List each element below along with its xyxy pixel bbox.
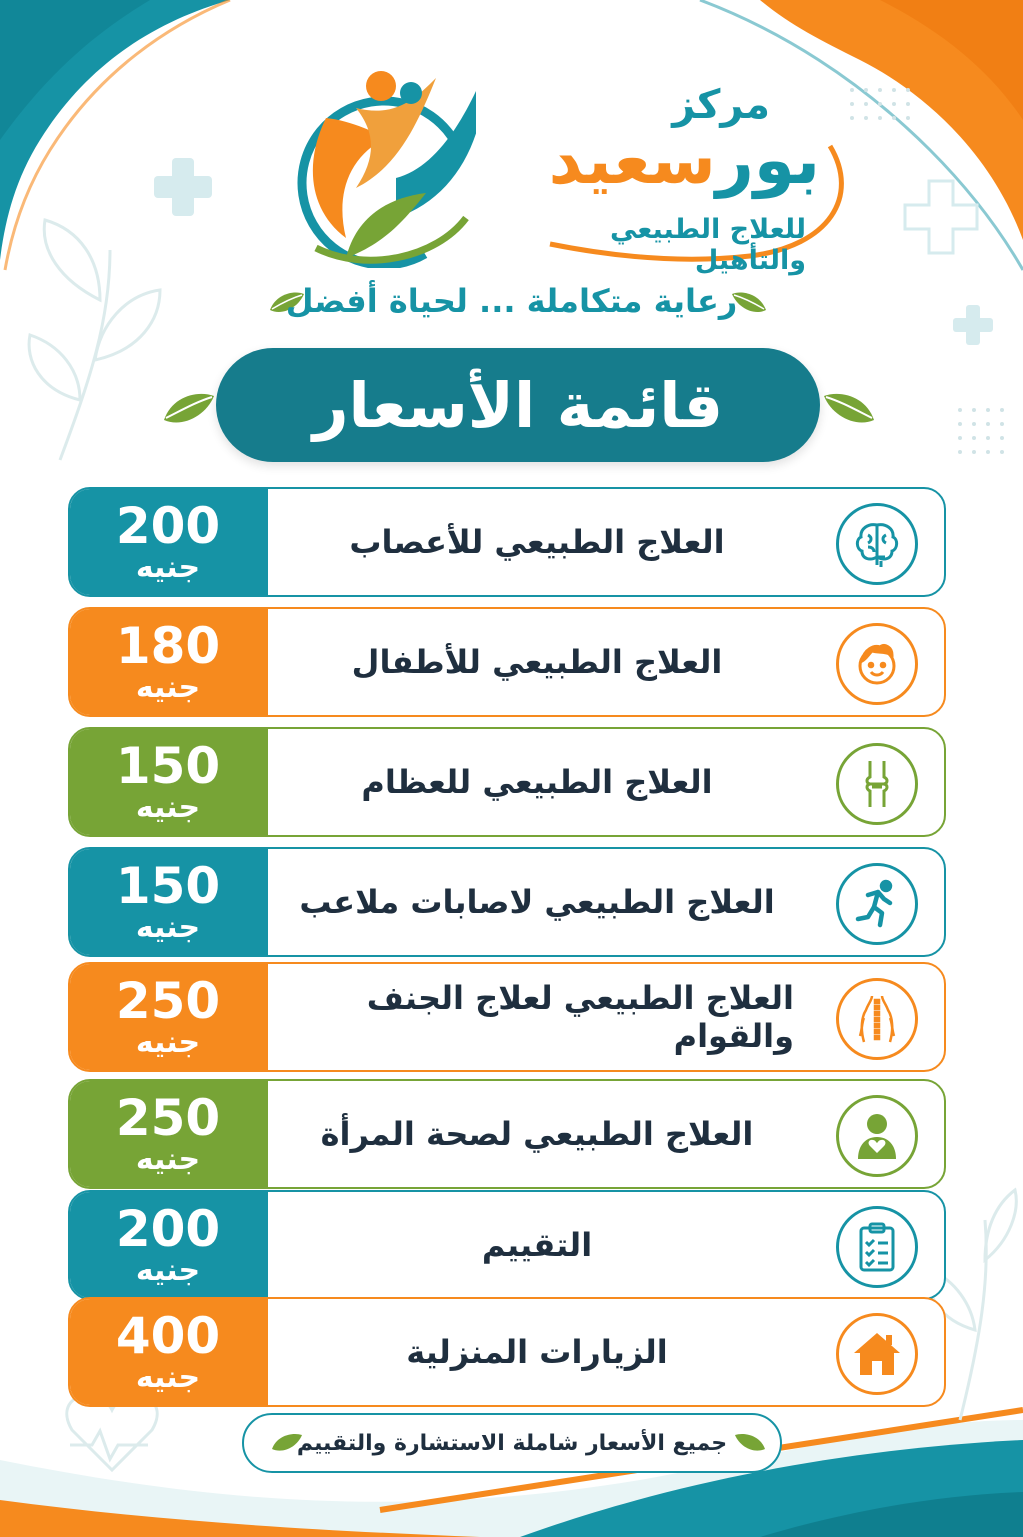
child-face-icon (836, 623, 918, 705)
price-amount: 250 (115, 972, 221, 1030)
price-unit: جنيه (135, 550, 201, 585)
knee-joint-icon (836, 743, 918, 825)
price-badge (68, 1297, 268, 1407)
service-name: العلاج الطبيعي لعلاج الجنف والقوام (366, 979, 794, 1055)
price-row (68, 847, 946, 957)
price-row (68, 727, 946, 837)
price-list-title (216, 348, 820, 462)
clipboard-icon (836, 1206, 918, 1288)
price-unit: جنيه (135, 910, 201, 945)
service-name: العلاج الطبيعي للعظام (361, 763, 713, 801)
leaf-icon (270, 1432, 304, 1454)
price-badge (68, 607, 268, 717)
price-row (68, 487, 946, 597)
brand-name (549, 122, 820, 199)
price-badge (68, 1079, 268, 1189)
footer-note (242, 1413, 782, 1473)
brand-subtitle: للعلاج الطبيعي والتأهيل (609, 214, 806, 276)
brain-icon (836, 503, 918, 585)
price-unit: جنيه (135, 1142, 201, 1177)
leaf-icon (730, 290, 768, 316)
brand-prefix: مركز (672, 82, 770, 128)
brand-name-teal: بور (715, 122, 820, 199)
price-unit: جنيه (135, 1253, 201, 1288)
price-row (68, 1297, 946, 1407)
spine-icon (836, 978, 918, 1060)
runner-icon (836, 863, 918, 945)
price-unit: جنيه (135, 1025, 201, 1060)
price-row (68, 1190, 946, 1300)
footer-note-text: جميع الأسعار شاملة الاستشارة والتقييم (296, 1430, 728, 1456)
price-badge (68, 487, 268, 597)
price-amount: 150 (115, 857, 221, 915)
price-badge (68, 847, 268, 957)
price-amount: 180 (115, 617, 221, 675)
home-icon (836, 1313, 918, 1395)
price-amount: 400 (115, 1307, 221, 1365)
service-name: التقييم (481, 1226, 593, 1264)
service-name: العلاج الطبيعي للأعصاب (349, 523, 725, 561)
leaf-icon (822, 390, 876, 428)
woman-heart-icon (836, 1095, 918, 1177)
price-unit: جنيه (135, 790, 201, 825)
price-row (68, 607, 946, 717)
price-list-title-text: قائمة الأسعار (312, 368, 724, 442)
price-amount: 200 (115, 497, 221, 555)
price-unit: جنيه (135, 670, 201, 705)
service-name: العلاج الطبيعي لصحة المرأة (320, 1115, 754, 1153)
service-name: العلاج الطبيعي لاصابات ملاعب (299, 883, 775, 921)
price-unit: جنيه (135, 1360, 201, 1395)
price-row (68, 1079, 946, 1189)
logo-emblem (286, 58, 476, 268)
brand-block (490, 76, 850, 276)
price-row (68, 962, 946, 1072)
price-badge (68, 962, 268, 1072)
price-amount: 200 (115, 1200, 221, 1258)
tagline: رعاية متكاملة ... لحياة أفضل (285, 282, 738, 320)
brand-name-orange: سعيد (548, 122, 716, 199)
leaf-icon (733, 1432, 767, 1454)
price-amount: 150 (115, 737, 221, 795)
service-name: العلاج الطبيعي للأطفال (351, 643, 723, 681)
service-name: الزيارات المنزلية (406, 1333, 668, 1371)
leaf-icon (162, 390, 216, 428)
price-badge (68, 727, 268, 837)
price-amount: 250 (115, 1089, 221, 1147)
price-badge (68, 1190, 268, 1300)
